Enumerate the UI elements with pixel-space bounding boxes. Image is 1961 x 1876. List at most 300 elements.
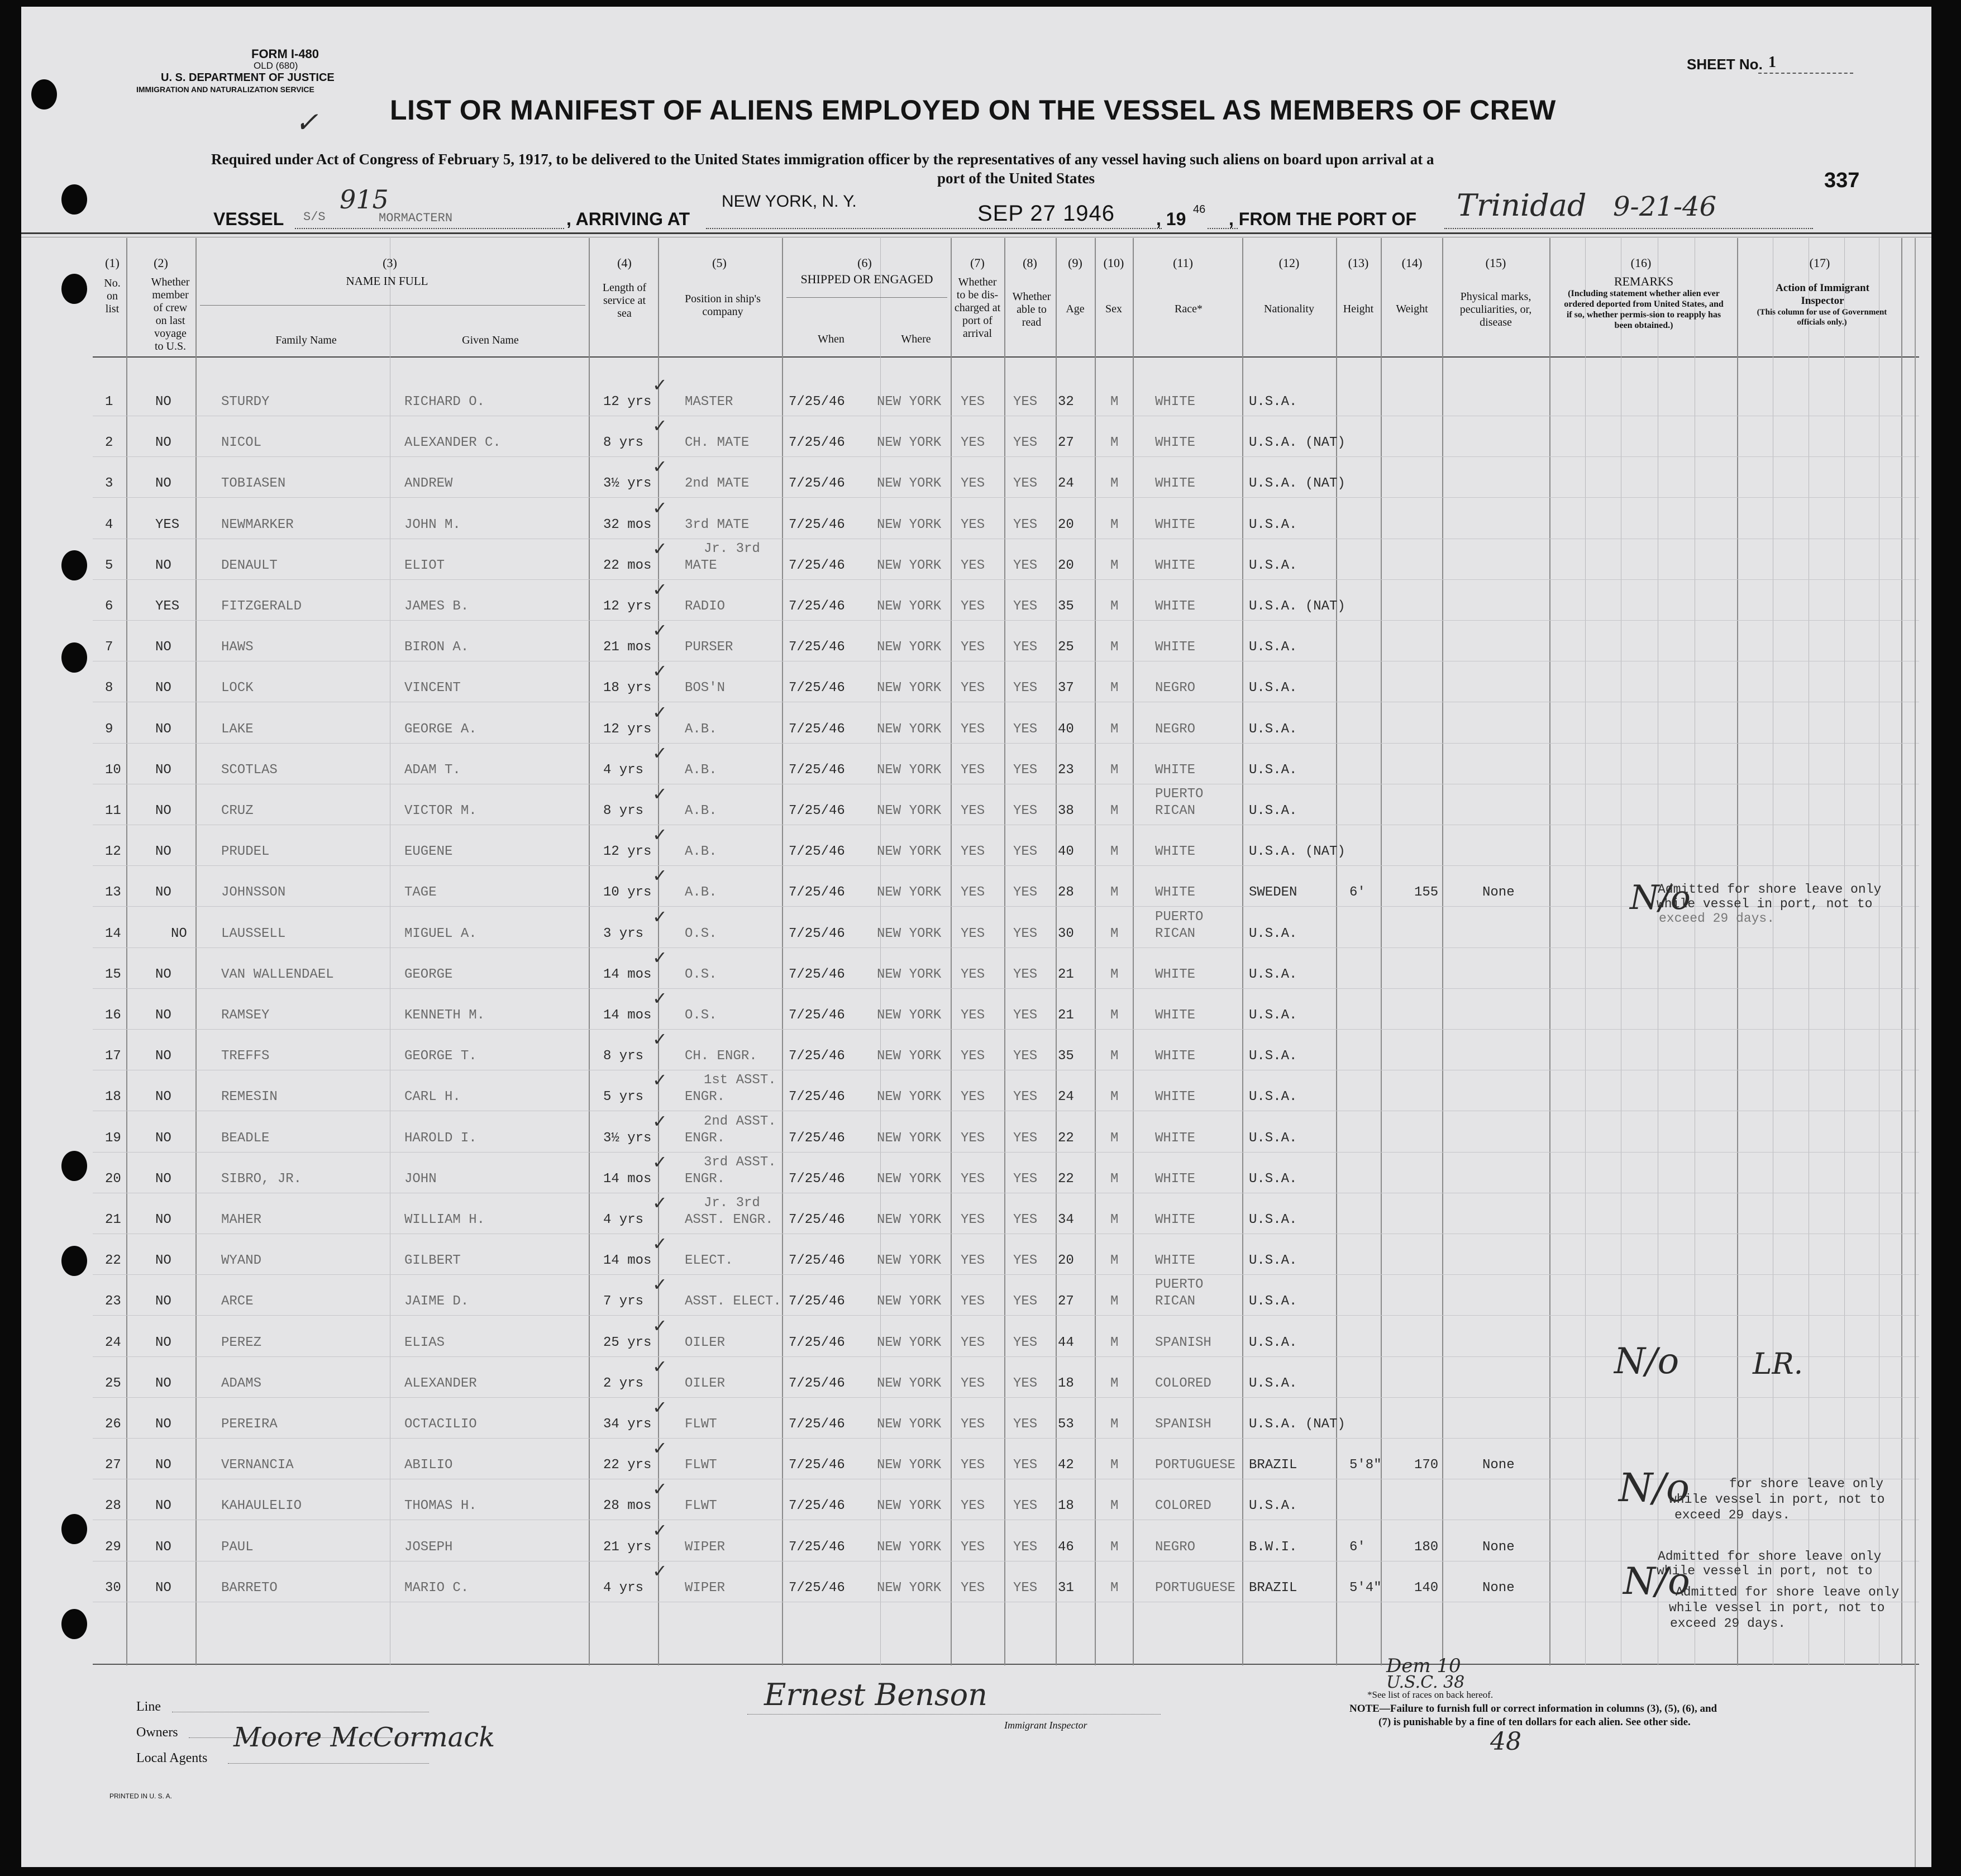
col-num-9: (9) [1068, 256, 1082, 270]
row-age: 40 [1058, 844, 1074, 860]
row-number: 18 [105, 1089, 121, 1105]
row-able-read: YES [1013, 1294, 1038, 1310]
col-head-action: Action of Immigrant Inspector [1776, 282, 1869, 307]
row-member-last-voyage: NO [155, 1539, 171, 1555]
row-position: A.B. [685, 885, 717, 901]
row-family-name: DENAULT [221, 558, 278, 573]
vessel-name: MORMACTERN [379, 211, 453, 225]
row-able-read: YES [1013, 1458, 1038, 1473]
row-number: 30 [105, 1580, 121, 1596]
row-race: WHITE [1155, 1008, 1196, 1023]
col-num-1: (1) [105, 256, 120, 270]
row-position: RADIO [685, 599, 726, 614]
row-member-last-voyage: NO [155, 762, 171, 778]
service-check-mark: ✓ [652, 1519, 667, 1541]
row-given-name: WILLIAM H. [404, 1212, 485, 1227]
footer-agents-label: Local Agents [136, 1751, 208, 1765]
row-position: FLWT [685, 1458, 717, 1473]
col-head-physical: Physical marks, peculiarities, or, disease [1459, 291, 1532, 328]
row-discharged: YES [961, 1253, 985, 1269]
remark-29-line-1: Admitted for shore leave only [1658, 1549, 1882, 1564]
remark-hand-no-13: N/o [1630, 878, 1691, 917]
row-discharged: YES [961, 1171, 985, 1187]
row-length-service: 28 mos [603, 1498, 652, 1514]
row-sex: M [1110, 435, 1119, 451]
row-position: WIPER [685, 1580, 726, 1596]
row-family-name: SIBRO, JR. [221, 1171, 302, 1187]
col-sep [1056, 238, 1057, 1665]
row-age: 53 [1058, 1417, 1074, 1432]
row-rule [93, 1315, 1919, 1316]
row-nationality: BRAZIL [1249, 1580, 1297, 1596]
row-sex: M [1110, 1171, 1119, 1187]
col-head-member: Whether member of crew on last voyage to U.S. [151, 276, 190, 353]
row-shipped-when: 7/25/46 [789, 435, 845, 451]
row-given-name: ANDREW [404, 476, 453, 492]
row-age: 18 [1058, 1498, 1074, 1514]
row-length-service: 34 yrs [603, 1417, 652, 1432]
row-age: 40 [1058, 721, 1074, 737]
row-position: ENGR. [685, 1130, 726, 1146]
col-head-given-name: Given Name [462, 334, 519, 346]
row-shipped-where: NEW YORK [877, 476, 942, 492]
row-shipped-where: NEW YORK [877, 1375, 942, 1391]
row-rule [93, 865, 1919, 866]
row-sex: M [1110, 599, 1119, 614]
col-head-age: Age [1066, 303, 1085, 315]
row-length-service: 3½ yrs [603, 1130, 652, 1146]
row-position: O.S. [685, 966, 717, 982]
row-age: 44 [1058, 1335, 1074, 1350]
row-given-name: JAMES B. [404, 599, 469, 614]
row-member-last-voyage: NO [155, 803, 171, 818]
row-number: 3 [105, 476, 113, 492]
row-position: WIPER [685, 1539, 726, 1555]
col-head-no-on-list: No. on list [104, 277, 121, 315]
row-family-name: PAUL [221, 1539, 254, 1555]
row-discharged: YES [961, 926, 985, 941]
row-rule [93, 988, 1919, 989]
row-length-service: 3 yrs [603, 926, 644, 941]
service-check-mark: ✓ [652, 701, 667, 723]
row-position-line-1: 3rd ASST. [704, 1154, 776, 1170]
row-able-read: YES [1013, 558, 1038, 573]
row-number: 7 [105, 640, 113, 655]
row-length-service: 3½ yrs [603, 476, 652, 492]
remark-29b-line-1: Admitted for shore leave only [1676, 1585, 1900, 1599]
col-num-6: (6) [857, 256, 872, 270]
row-sex: M [1110, 1458, 1119, 1473]
row-number: 16 [105, 1008, 121, 1023]
row-length-service: 12 yrs [603, 721, 652, 737]
row-member-last-voyage: YES [155, 599, 180, 614]
row-shipped-where: NEW YORK [877, 1458, 942, 1473]
row-shipped-when: 7/25/46 [789, 1539, 845, 1555]
row-member-last-voyage: NO [155, 394, 171, 410]
from-label: , FROM THE PORT OF [1229, 209, 1416, 229]
row-race: WHITE [1155, 966, 1196, 982]
from-date: 9-21-46 [1613, 191, 1717, 222]
row-member-last-voyage: NO [155, 1130, 171, 1146]
row-shipped-when: 7/25/46 [789, 599, 845, 614]
row-given-name: RICHARD O. [404, 394, 485, 410]
row-position: FLWT [685, 1417, 717, 1432]
row-discharged: YES [961, 1212, 985, 1227]
punch-hole [61, 1514, 87, 1544]
row-rule [93, 497, 1919, 498]
row-able-read: YES [1013, 1049, 1038, 1064]
row-family-name: JOHNSSON [221, 885, 286, 901]
row-discharged: YES [961, 762, 985, 778]
row-number: 19 [105, 1130, 121, 1146]
row-family-name: STURDY [221, 394, 270, 410]
row-nationality: U.S.A. [1249, 517, 1297, 532]
service-check-mark: ✓ [652, 1397, 667, 1418]
table-top-rule [21, 232, 1931, 234]
row-age: 20 [1058, 1253, 1074, 1269]
service-check-mark: ✓ [652, 456, 667, 478]
row-shipped-where: NEW YORK [877, 435, 942, 451]
row-nationality: U.S.A. [1249, 1498, 1297, 1514]
col-num-10: (10) [1103, 256, 1124, 270]
row-length-service: 18 yrs [603, 680, 652, 696]
row-shipped-where: NEW YORK [877, 803, 942, 818]
row-age: 24 [1058, 476, 1074, 492]
row-shipped-when: 7/25/46 [789, 394, 845, 410]
row-position: ENGR. [685, 1089, 726, 1105]
form-service: IMMIGRATION AND NATURALIZATION SERVICE [136, 85, 314, 94]
row-discharged: YES [961, 1580, 985, 1596]
col-head-name-in-full: NAME IN FULL [346, 274, 428, 288]
row-position-line-1: 2nd ASST. [704, 1113, 776, 1129]
row-given-name: GEORGE T. [404, 1049, 477, 1064]
row-given-name: ELIOT [404, 558, 445, 573]
row-family-name: KAHAULELIO [221, 1498, 302, 1514]
row-member-last-voyage: NO [155, 558, 171, 573]
row-nationality: U.S.A. [1249, 640, 1297, 655]
row-race: WHITE [1155, 1253, 1196, 1269]
row-race: WHITE [1155, 1171, 1196, 1187]
row-discharged: YES [961, 803, 985, 818]
service-check-mark: ✓ [652, 824, 667, 846]
row-sex: M [1110, 476, 1119, 492]
row-rule [93, 1274, 1919, 1275]
col-head-nationality: Nationality [1264, 303, 1314, 315]
row-member-last-voyage: NO [155, 1335, 171, 1350]
row-family-name: FITZGERALD [221, 599, 302, 614]
row-nationality: U.S.A. [1249, 1335, 1297, 1350]
row-sex: M [1110, 1539, 1119, 1555]
row-nationality: U.S.A. [1249, 1212, 1297, 1227]
row-given-name: EUGENE [404, 844, 453, 860]
row-age: 34 [1058, 1212, 1074, 1227]
row-family-name: CRUZ [221, 803, 254, 818]
row-shipped-where: NEW YORK [877, 1294, 942, 1310]
row-age: 20 [1058, 517, 1074, 532]
row-discharged: YES [961, 1335, 985, 1350]
col-sep [1442, 238, 1443, 1665]
service-check-mark: ✓ [652, 1274, 667, 1296]
row-given-name: ALEXANDER C. [404, 435, 501, 451]
manifest-sheet [21, 7, 1931, 1867]
col-num-3: (3) [383, 256, 397, 270]
row-family-name: WYAND [221, 1253, 262, 1269]
row-number: 24 [105, 1335, 121, 1350]
row-position-line-1: Jr. 3rd [704, 1196, 760, 1211]
row-family-name: RAMSEY [221, 1008, 270, 1023]
row-shipped-when: 7/25/46 [789, 1253, 845, 1269]
service-check-mark: ✓ [652, 1151, 667, 1173]
row-able-read: YES [1013, 966, 1038, 982]
right-margin-rule [1915, 238, 1916, 1867]
inspector-signature: Ernest Benson [764, 1677, 987, 1712]
row-able-read: YES [1013, 844, 1038, 860]
row-nationality: U.S.A. [1249, 1049, 1297, 1064]
col-head-shipped: SHIPPED OR ENGAGED [800, 272, 933, 286]
row-sex: M [1110, 844, 1119, 860]
row-discharged: YES [961, 1498, 985, 1514]
row-nationality: U.S.A. [1249, 926, 1297, 941]
row-given-name: VICTOR M. [404, 803, 477, 818]
col-sep [126, 238, 127, 1665]
row-position: ELECT. [685, 1253, 733, 1269]
remark-24-hand: N/o [1614, 1341, 1680, 1382]
row-length-service: 14 mos [603, 966, 652, 982]
row-given-name: OCTACILIO [404, 1417, 477, 1432]
row-physical-marks: None [1482, 1539, 1515, 1555]
row-discharged: YES [961, 1049, 985, 1064]
row-shipped-when: 7/25/46 [789, 1417, 845, 1432]
service-check-mark: ✓ [652, 1029, 667, 1050]
row-nationality: U.S.A. [1249, 721, 1297, 737]
punch-hole [61, 1151, 87, 1181]
row-number: 14 [105, 926, 121, 941]
row-member-last-voyage: NO [155, 1294, 171, 1310]
row-given-name: CARL H. [404, 1089, 461, 1105]
row-shipped-where: NEW YORK [877, 1089, 942, 1105]
row-nationality: U.S.A. (NAT) [1249, 476, 1345, 492]
row-length-service: 21 yrs [603, 1539, 652, 1555]
row-rule [93, 1029, 1919, 1030]
row-able-read: YES [1013, 762, 1038, 778]
row-age: 18 [1058, 1375, 1074, 1391]
row-discharged: YES [961, 1130, 985, 1146]
row-family-name: SCOTLAS [221, 762, 278, 778]
row-nationality: U.S.A. [1249, 558, 1297, 573]
year-suffix: 46 [1193, 203, 1206, 216]
row-shipped-when: 7/25/46 [789, 1294, 845, 1310]
row-shipped-when: 7/25/46 [789, 885, 845, 901]
row-shipped-where: NEW YORK [877, 1171, 942, 1187]
col-num-2: (2) [154, 256, 168, 270]
footer-line-label: Line [136, 1699, 161, 1714]
service-check-mark: ✓ [652, 620, 667, 641]
vessel-underline [295, 228, 564, 229]
service-check-mark: ✓ [652, 497, 667, 518]
from-port: Trinidad [1457, 188, 1587, 223]
row-position: 2nd MATE [685, 476, 750, 492]
row-race: WHITE [1155, 640, 1196, 655]
row-shipped-when: 7/25/46 [789, 476, 845, 492]
row-height: 6' [1349, 1539, 1366, 1555]
row-position: ENGR. [685, 1171, 726, 1187]
service-check-mark: ✓ [652, 1110, 667, 1132]
row-shipped-when: 7/25/46 [789, 1375, 845, 1391]
row-shipped-where: NEW YORK [877, 1539, 942, 1555]
row-length-service: 7 yrs [603, 1294, 644, 1310]
row-able-read: YES [1013, 517, 1038, 532]
remark-27-line-2: while vessel in port, not to [1669, 1492, 1885, 1507]
row-given-name: HAROLD I. [404, 1130, 477, 1146]
row-able-read: YES [1013, 885, 1038, 901]
row-shipped-when: 7/25/46 [789, 640, 845, 655]
row-position: 3rd MATE [685, 517, 750, 532]
row-able-read: YES [1013, 640, 1038, 655]
row-family-name: LAUSSELL [221, 926, 286, 941]
row-rule [93, 620, 1919, 621]
row-discharged: YES [961, 1294, 985, 1310]
row-nationality: U.S.A. [1249, 1130, 1297, 1146]
row-shipped-when: 7/25/46 [789, 803, 845, 818]
required-line-2: port of the United States [937, 170, 1095, 187]
row-nationality: B.W.I. [1249, 1539, 1297, 1555]
printed-in-usa: PRINTED IN U. S. A. [109, 1792, 173, 1800]
row-number: 29 [105, 1539, 121, 1555]
row-age: 31 [1058, 1580, 1074, 1596]
required-line-1: Required under Act of Congress of February 5, 1917, to be delivered to the United States immigration officer by the representatives of any vessel having such aliens on board upon arrival at a [211, 151, 1434, 168]
row-able-read: YES [1013, 1130, 1038, 1146]
row-shipped-when: 7/25/46 [789, 844, 845, 860]
col-head-race: Race* [1175, 303, 1203, 315]
row-position: OILER [685, 1335, 726, 1350]
row-age: 32 [1058, 394, 1074, 410]
row-number: 23 [105, 1294, 121, 1310]
row-nationality: U.S.A. [1249, 1089, 1297, 1105]
row-member-last-voyage: NO [155, 1458, 171, 1473]
row-sex: M [1110, 803, 1119, 818]
row-sex: M [1110, 1008, 1119, 1023]
row-family-name: NICOL [221, 435, 262, 451]
row-member-last-voyage: NO [155, 1498, 171, 1514]
service-check-mark: ✓ [652, 988, 667, 1009]
row-race: WHITE [1155, 599, 1196, 614]
row-length-service: 2 yrs [603, 1375, 644, 1391]
row-age: 23 [1058, 762, 1074, 778]
remark-hand-no-27: N/o [1619, 1465, 1690, 1511]
row-sex: M [1110, 1089, 1119, 1105]
col-sep [1336, 238, 1337, 1665]
row-rule [93, 1397, 1919, 1398]
page-stamp: 337 [1824, 169, 1860, 192]
row-position: MATE [685, 558, 717, 573]
row-length-service: 12 yrs [603, 599, 652, 614]
row-length-service: 25 yrs [603, 1335, 652, 1350]
service-check-mark: ✓ [652, 1315, 667, 1336]
row-age: 38 [1058, 803, 1074, 818]
row-shipped-where: NEW YORK [877, 1335, 942, 1350]
row-member-last-voyage: NO [155, 1253, 171, 1269]
row-sex: M [1110, 517, 1119, 532]
row-shipped-when: 7/25/46 [789, 966, 845, 982]
row-length-service: 5 yrs [603, 1089, 644, 1105]
row-able-read: YES [1013, 1171, 1038, 1187]
row-given-name: ADAM T. [404, 762, 461, 778]
row-family-name: NEWMARKER [221, 517, 294, 532]
col-head-weight: Weight [1396, 303, 1428, 315]
col-sep [1901, 238, 1902, 1665]
row-able-read: YES [1013, 1335, 1038, 1350]
row-shipped-when: 7/25/46 [789, 1049, 845, 1064]
col-num-7: (7) [970, 256, 985, 270]
row-shipped-where: NEW YORK [877, 1008, 942, 1023]
see-list-note: *See list of races on back hereof. [1367, 1689, 1494, 1700]
row-number: 17 [105, 1049, 121, 1064]
shipped-subrule [786, 297, 947, 298]
row-nationality: SWEDEN [1249, 885, 1297, 901]
service-check-mark: ✓ [652, 537, 667, 559]
row-member-last-voyage: NO [155, 966, 171, 982]
row-sex: M [1110, 558, 1119, 573]
row-number: 26 [105, 1417, 121, 1432]
row-member-last-voyage: YES [155, 517, 180, 532]
row-able-read: YES [1013, 394, 1038, 410]
row-race: RICAN [1155, 803, 1196, 818]
row-position: OILER [685, 1375, 726, 1391]
row-discharged: YES [961, 844, 985, 860]
row-nationality: BRAZIL [1249, 1458, 1297, 1473]
row-rule [93, 947, 1919, 948]
row-position: MASTER [685, 394, 733, 410]
row-member-last-voyage: NO [155, 476, 171, 492]
row-shipped-where: NEW YORK [877, 721, 942, 737]
form-number: FORM I-480 [251, 47, 319, 61]
row-sex: M [1110, 966, 1119, 982]
row-age: 35 [1058, 1049, 1074, 1064]
row-length-service: 21 mos [603, 640, 652, 655]
row-shipped-when: 7/25/46 [789, 1335, 845, 1350]
row-sex: M [1110, 394, 1119, 410]
row-given-name: MARIO C. [404, 1580, 469, 1596]
row-given-name: ABILIO [404, 1458, 453, 1473]
row-position: A.B. [685, 803, 717, 818]
punch-hole [31, 79, 57, 109]
row-number: 27 [105, 1458, 121, 1473]
row-physical-marks: None [1482, 1458, 1515, 1473]
form-dept: U. S. DEPARTMENT OF JUSTICE [161, 72, 335, 84]
header-bottom-rule [93, 356, 1919, 358]
row-length-service: 22 yrs [603, 1458, 652, 1473]
punch-hole [61, 184, 87, 215]
col-num-14: (14) [1401, 256, 1423, 270]
col-sep [1004, 238, 1005, 1665]
row-able-read: YES [1013, 1008, 1038, 1023]
row-family-name: HAWS [221, 640, 254, 655]
row-age: 35 [1058, 599, 1074, 614]
row-shipped-where: NEW YORK [877, 1049, 942, 1064]
row-length-service: 12 yrs [603, 394, 652, 410]
row-age: 27 [1058, 1294, 1074, 1310]
row-number: 6 [105, 599, 113, 614]
row-weight: 155 [1414, 885, 1439, 901]
remark-hand-no-29: N/o [1623, 1560, 1690, 1603]
row-race: PORTUGUESE [1155, 1458, 1236, 1473]
row-number: 4 [105, 517, 113, 532]
form-edition: OLD (680) [254, 60, 298, 71]
row-age: 22 [1058, 1130, 1074, 1146]
row-family-name: PRUDEL [221, 844, 270, 860]
remark-13-line-2: while vessel in port, not to [1657, 897, 1873, 911]
row-nationality: U.S.A. [1249, 966, 1297, 982]
